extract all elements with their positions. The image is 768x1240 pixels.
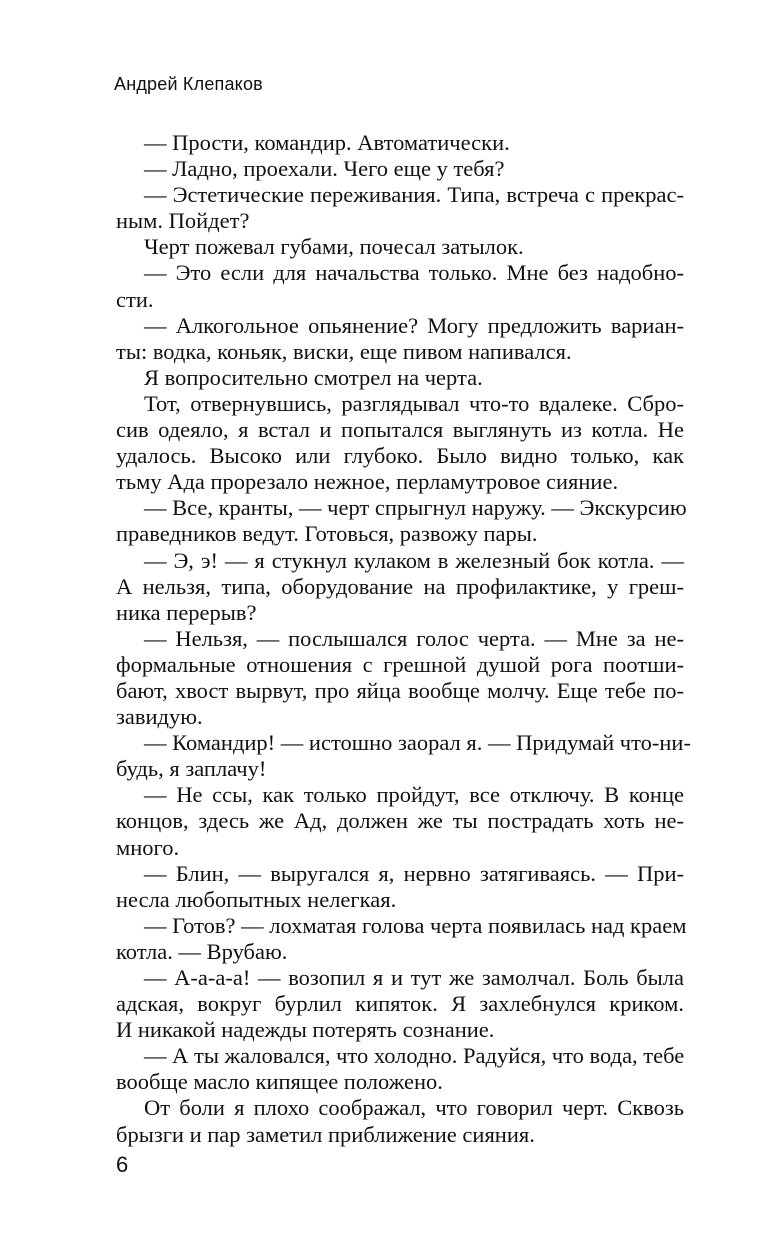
text-line: удалось. Высоко или глубоко. Было видно только, как (116, 443, 684, 469)
text-line: ным. Пойдет? (116, 208, 250, 234)
text-line: От боли я плохо соображал, что говорил черт. Сквозь (144, 1095, 684, 1121)
text-line: котла. — Врубаю. (116, 938, 288, 964)
text-line: — Готов? — лохматая голова черта появилась над краем (144, 912, 687, 938)
text-line: Я вопросительно смотрел на черта. (144, 364, 483, 390)
text-line: сти. (116, 286, 154, 312)
text-line: — Э, э! — я стукнул кулаком в железный бок котла. — (144, 547, 684, 573)
text-line: — Командир! — истошно заорал я. — Придумай что-ни- (144, 730, 691, 756)
text-line: ника перерыв? (116, 599, 257, 625)
text-line: концов, здесь же Ад, должен же ты пострадать хоть не- (116, 808, 684, 834)
text-line: — Нельзя, — послышался голос черта. — Мне за не- (144, 625, 684, 651)
text-line: — Все, кранты, — черт спрыгнул наружу. — Экскурсию (144, 495, 687, 521)
text-line: Черт пожевал губами, почесал затылок. (144, 234, 524, 260)
text-line: формальные отношения с грешной душой рога поотши- (116, 651, 684, 677)
text-line: Тот, отвернувшись, разглядывал что-то вдалеке. Сбро- (144, 390, 684, 416)
text-line: несла любопытных нелегкая. (116, 886, 397, 912)
text-line: бают, хвост вырвут, про яйца вообще молчу. Еще тебе по- (116, 677, 684, 703)
text-line: завидую. (116, 704, 203, 730)
text-line: праведников ведут. Готовься, развожу пары. (116, 521, 538, 547)
text-line: много. (116, 834, 180, 860)
text-line: — Эстетические переживания. Типа, встреча с прекрас- (144, 182, 684, 208)
text-line: — А-а-а-а! — возопил я и тут же замолчал. Боль была (144, 965, 684, 990)
text-line: сив одеяло, я встал и попытался выглянуть из котла. Не (116, 417, 684, 443)
running-header-author: Андрей Клепаков (114, 74, 263, 94)
text-line: будь, я заплачу! (116, 756, 267, 782)
body-text (116, 130, 691, 1148)
page-number: 6 (116, 1152, 129, 1177)
text-line: — Алкогольное опьянение? Могу предложить вариан- (144, 312, 684, 338)
text-line: ты: водка, коньяк, виски, еще пивом напивался. (116, 338, 572, 364)
text-line: — Не ссы, как только пройдут, все отключу. В конце (144, 782, 684, 808)
text-line: — Прости, командир. Автоматически. (144, 130, 510, 155)
text-line: И никакой надежды потерять сознание. (116, 1017, 495, 1043)
text-line: А нельзя, типа, оборудование на профилактике, у греш- (116, 573, 684, 599)
text-line: тьму Ада прорезало нежное, перламутровое сияние. (116, 469, 619, 495)
text-line: — Ладно, проехали. Чего еще у тебя? (144, 156, 505, 182)
text-line: — Это если для начальства только. Мне без надобно- (144, 260, 684, 286)
text-line: брызги и пар заметил приближение сияния. (116, 1121, 535, 1147)
text-line: — А ты жаловался, что холодно. Радуйся, что вода, тебе (144, 1043, 685, 1069)
text-line: адская, вокруг бурлил кипяток. Я захлебнулся криком. (116, 991, 684, 1017)
text-line: вообще масло кипящее положено. (116, 1069, 443, 1095)
text-line: — Блин, — выругался я, нервно затягиваясь. — При- (144, 860, 684, 886)
